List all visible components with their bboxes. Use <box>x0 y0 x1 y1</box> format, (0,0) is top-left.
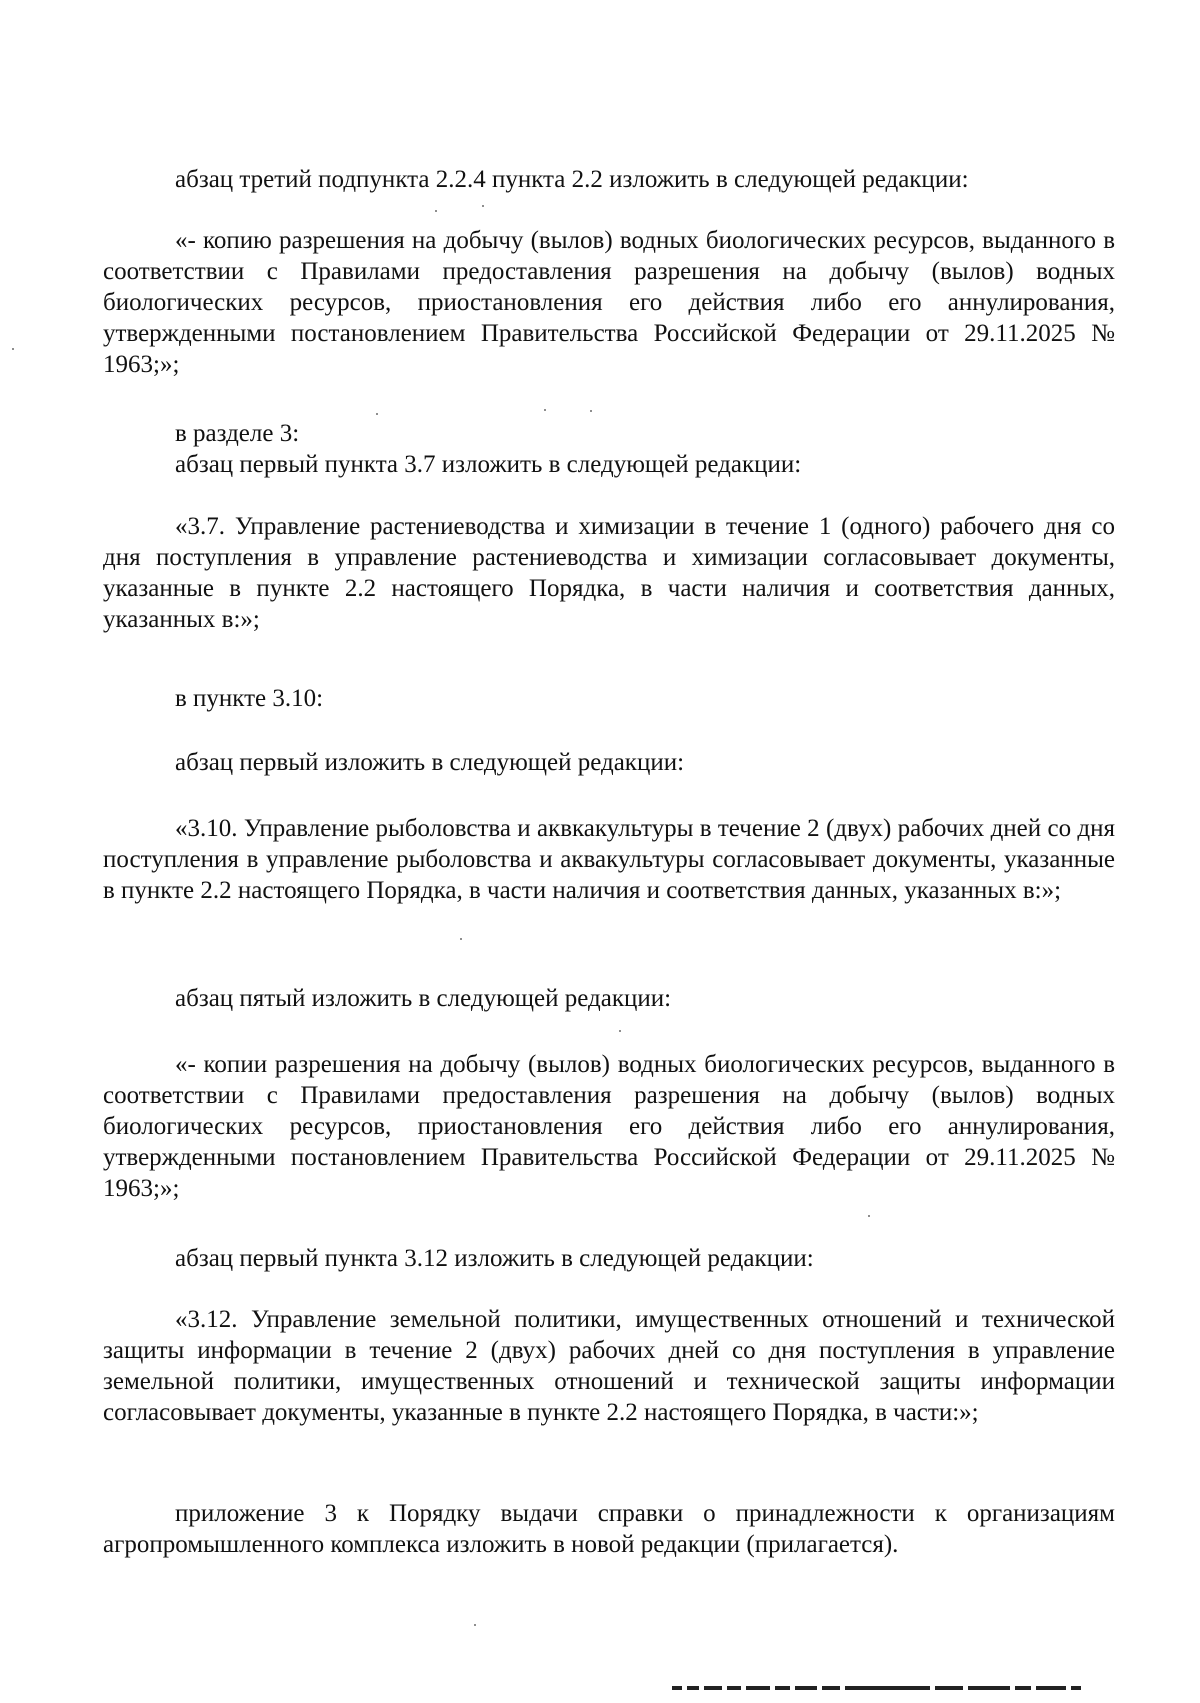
paragraph-1 <box>103 164 1115 195</box>
paragraph-text: в разделе 3: <box>175 420 300 447</box>
scan-speck <box>474 1624 476 1626</box>
scan-speck <box>435 210 437 212</box>
paragraph-text: абзац пятый изложить в следующей редакции: <box>175 985 672 1012</box>
scan-edge-marks <box>672 1686 1200 1692</box>
paragraph-12 <box>103 1304 1115 1428</box>
paragraph-13 <box>103 1498 1115 1560</box>
scan-speck <box>544 409 546 411</box>
paragraph-text: «- копию разрешения на добычу (вылов) водных биологических ресурсов, выданного в соответствии с Правилами предоставления разрешения на добычу (вылов) водных биологических ресурсов, приостановления его действия либо его аннулирования, утвержденными постановлением Правительства Российской Федерации от 29.11.2025 № 1963;»; <box>103 227 1115 378</box>
scan-speck <box>460 938 462 940</box>
paragraph-2 <box>103 225 1115 380</box>
paragraph-text: «3.10. Управление рыболовства и аквкакультуры в течение 2 (двух) рабочих дней со дня поступления в управление рыболовства и аквакультуры согласовывает документы, указанные в пункте 2.2 настоящего Порядка, в части наличия и соответствия данных, указанных в:»; <box>103 815 1115 904</box>
scan-speck <box>482 205 484 207</box>
scan-speck <box>868 1215 870 1217</box>
paragraph-3 <box>103 418 1115 449</box>
paragraph-text: в пункте 3.10: <box>175 685 324 712</box>
paragraph-7 <box>103 747 1115 778</box>
paragraph-5 <box>103 511 1115 635</box>
scan-speck <box>590 410 592 412</box>
paragraph-text: абзац третий подпункта 2.2.4 пункта 2.2 изложить в следующей редакции: <box>175 166 969 193</box>
paragraph-9 <box>103 983 1115 1014</box>
paragraph-text: абзац первый пункта 3.7 изложить в следующей редакции: <box>175 451 802 478</box>
scan-speck <box>619 1030 621 1032</box>
paragraph-text: «3.7. Управление растениеводства и химизации в течение 1 (одного) рабочего дня со дня поступления в управление растениеводства и химизации согласовывает документы, указанные в пункте 2.2 настоящего Порядка, в части наличия и соответствия данных, указанных в:»; <box>103 513 1115 633</box>
scan-speck <box>376 413 378 415</box>
paragraph-8 <box>103 813 1115 906</box>
paragraph-text: абзац первый пункта 3.12 изложить в следующей редакции: <box>175 1245 814 1272</box>
paragraph-text: «3.12. Управление земельной политики, имущественных отношений и технической защиты информации в течение 2 (двух) рабочих дней со дня поступления в управление земельной политики, имущественных отношений и технической защиты информации согласовывает документы, указанные в пункте 2.2 настоящего Порядка, в части:»; <box>103 1306 1115 1426</box>
paragraph-10 <box>103 1049 1115 1204</box>
paragraph-text: приложение 3 к Порядку выдачи справки о принадлежности к организациям агропромышленного комплекса изложить в новой редакции (прилагается). <box>103 1500 1115 1558</box>
scan-speck <box>12 348 14 350</box>
paragraph-text: абзац первый изложить в следующей редакции: <box>175 749 685 776</box>
paragraph-text: «- копии разрешения на добычу (вылов) водных биологических ресурсов, выданного в соответствии с Правилами предоставления разрешения на добычу (вылов) водных биологических ресурсов, приостановления его действия либо его аннулирования, утвержденными постановлением Правительства Российской Федерации от 29.11.2025 № 1963;»; <box>103 1051 1115 1202</box>
paragraph-6 <box>103 683 1115 714</box>
paragraph-4 <box>103 449 1115 480</box>
paragraph-11 <box>103 1243 1115 1274</box>
